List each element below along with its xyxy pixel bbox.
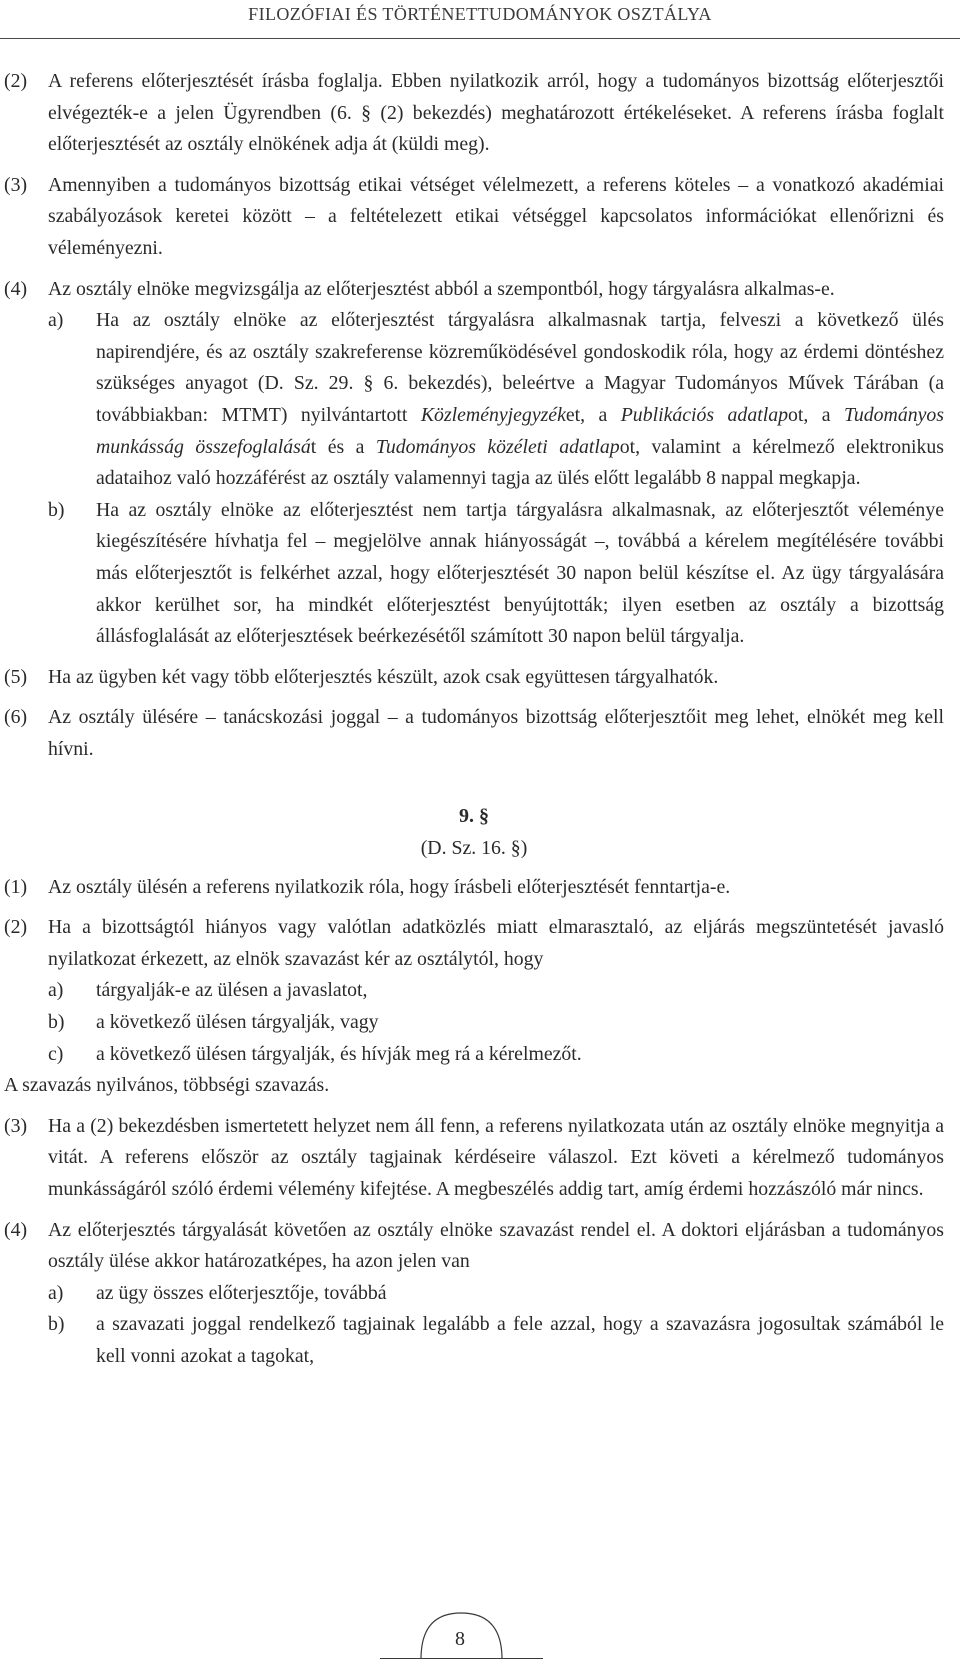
list-item-b bbox=[4, 1007, 944, 1039]
section-paragraph-3 bbox=[4, 1111, 944, 1206]
italic-term: Publikációs adatlap bbox=[620, 403, 788, 426]
paragraph-number: (4) bbox=[4, 277, 28, 300]
list-label: b) bbox=[48, 1011, 65, 1034]
list-item-b bbox=[4, 1309, 944, 1372]
paragraph-6 bbox=[4, 702, 944, 765]
vote-note: A szavazás nyilvános, többségi szavazás. bbox=[4, 1074, 330, 1097]
footer-rule bbox=[380, 1658, 543, 1659]
list-text: tárgyalják-e az ülésen a javaslatot, bbox=[96, 979, 368, 1002]
paragraph-2 bbox=[4, 66, 944, 161]
paragraph-number: (3) bbox=[4, 1114, 28, 1137]
page-number: 8 bbox=[455, 1628, 465, 1650]
paragraph-4 bbox=[4, 274, 944, 306]
paragraph-text: A referens előterjesztését írásba foglalja. Ebben nyilatkozik arról, hogy a tudományos bizottság előterjesztői elvégezték-e a jelen Ügyrendben (6. § (2) bekezdés) meghatározott értékeléseket. A referens írásba foglalt előterjesztését az osztály elnökének adja át (küldi meg). bbox=[48, 70, 944, 156]
document-body bbox=[4, 66, 944, 1373]
list-text: ot, valamint a kérelmező elektronikus adataihoz való hozzáférést az osztály valamennyi tagja az ülés előtt legalább 8 nappal megkapja. bbox=[96, 435, 945, 490]
paragraph-3 bbox=[4, 170, 944, 265]
list-text: Ha az osztály elnöke az előterjesztést tárgyalásra alkalmasnak tartja, felveszi a következő ülés napirendjére, és az osztály szakreferense közreműködésével gondoskodik róla, hogy az érdemi döntéshez szükséges anyagot (D. Sz. 29. § 6. bekezdés), beleértve a Magyar Tudományos Művek Tárában (a továbbiakban: MTMT) nyilvántartott bbox=[96, 309, 944, 426]
list-label: b) bbox=[48, 498, 65, 521]
list-text: a szavazati joggal rendelkező tagjainak legalább a fele azzal, hogy a szavazásra jogosultak számából le kell vonni azokat a tagokat, bbox=[96, 1313, 944, 1367]
list-label: a) bbox=[48, 979, 64, 1002]
section-reference: (D. Sz. 16. §) bbox=[420, 837, 528, 860]
paragraph-text: Ha a bizottságtól hiányos vagy valótlan adatközlés miatt elmarasztaló, az eljárás megszüntetését javasló nyilatkozat érkezett, az elnök szavazást kér az osztálytól, hogy bbox=[48, 916, 944, 970]
section-paragraph-1 bbox=[4, 872, 944, 904]
paragraph-number: (1) bbox=[4, 875, 28, 898]
list-label: b) bbox=[48, 1313, 65, 1336]
list-label: a) bbox=[48, 309, 64, 332]
list-item-a bbox=[4, 975, 944, 1007]
italic-term: Tudományos közéleti adatlap bbox=[375, 435, 620, 458]
list-text: ot, a bbox=[787, 403, 844, 426]
header-rule bbox=[0, 38, 960, 39]
paragraph-text: Az osztály ülésére – tanácskozási joggal – a tudományos bizottság előterjesztőit meg lehet, elnökét meg kell hívni. bbox=[48, 706, 944, 760]
running-head: FILOZÓFIAI ÉS TÖRTÉNETTUDOMÁNYOK OSZTÁLYA bbox=[248, 4, 712, 24]
section-paragraph-2 bbox=[4, 912, 944, 975]
list-text: et, a bbox=[565, 403, 621, 426]
list-label: a) bbox=[48, 1281, 64, 1304]
list-text: Ha az osztály elnöke az előterjesztést nem tartja tárgyalásra alkalmasnak, az előterjesztőt véleménye kiegészítésére hívhatja fel – megjelölve annak hiányosságát –, továbbá a kérelem megítélésére további más előterjesztőt is felkérhet azzal, hogy előterjesztését 30 napon belül készítse el. Az ügy tárgyalására akkor kerülhet sor, ha mindkét előterjesztést benyújtották; ilyen esetben az osztály a bizottság állásfoglalását az előterjesztések beérkezésétől számított 30 napon belül tárgyalja. bbox=[96, 498, 944, 648]
paragraph-number: (2) bbox=[4, 916, 28, 939]
list-item-c bbox=[4, 1039, 944, 1071]
paragraph-text: Amennyiben a tudományos bizottság etikai vétséget vélelmezett, a referens köteles – a vonatkozó akadémiai szabályozások keretei között – a feltételezett etikai vétséggel kapcsolatos információkat ellenőrizni és véleményezni. bbox=[48, 173, 944, 259]
paragraph-number: (2) bbox=[4, 70, 28, 92]
list-text: az ügy összes előterjesztője, továbbá bbox=[96, 1281, 387, 1304]
section-number: 9. § bbox=[459, 805, 489, 828]
paragraph-text: Ha a (2) bekezdésben ismertetett helyzet nem áll fenn, a referens nyilatkozata után az osztály elnöke megnyitja a vitát. A referens először az osztály tagjainak kérdéseire válaszol. Ezt követi a kérelmező tudományos munkásságáról szóló érdemi vélemény kifejtése. A megbeszélés addig tart, amíg érdemi hozzászóló már nincs. bbox=[48, 1114, 944, 1200]
list-text: a következő ülésen tárgyalják, és hívják meg rá a kérelmezőt. bbox=[96, 1042, 582, 1065]
list-item-a bbox=[4, 1278, 944, 1310]
italic-term: Közleményjegyzék bbox=[420, 403, 566, 426]
section-paragraph-4 bbox=[4, 1215, 944, 1278]
italic-term: Tudományos munkásság összefoglalásá bbox=[96, 403, 944, 458]
list-text: t és a bbox=[310, 435, 376, 458]
paragraph-text: Az osztály ülésén a referens nyilatkozik róla, hogy írásbeli előterjesztését fenntartja-e. bbox=[48, 875, 731, 898]
paragraph-text: Ha az ügyben két vagy több előterjesztés készült, azok csak együttesen tárgyalhatók. bbox=[48, 665, 719, 688]
list-label: c) bbox=[48, 1042, 64, 1065]
paragraph-number: (4) bbox=[4, 1218, 28, 1241]
paragraph-text: Az osztály elnöke megvizsgálja az előterjesztést abból a szempontból, hogy tárgyalásra alkalmas-e. bbox=[48, 277, 835, 300]
paragraph-number: (6) bbox=[4, 706, 28, 729]
list-item-b bbox=[4, 495, 944, 653]
paragraph-text: Az előterjesztés tárgyalását követően az osztály elnöke szavazást rendel el. A doktori eljárásban a tudományos osztály ülése akkor határozatképes, ha azon jelen van bbox=[48, 1218, 944, 1273]
section-heading bbox=[4, 801, 944, 864]
list-item-a bbox=[4, 305, 944, 495]
paragraph-5 bbox=[4, 662, 944, 694]
paragraph-number: (5) bbox=[4, 665, 28, 688]
list-text: a következő ülésen tárgyalják, vagy bbox=[96, 1011, 379, 1034]
paragraph-number: (3) bbox=[4, 173, 28, 196]
